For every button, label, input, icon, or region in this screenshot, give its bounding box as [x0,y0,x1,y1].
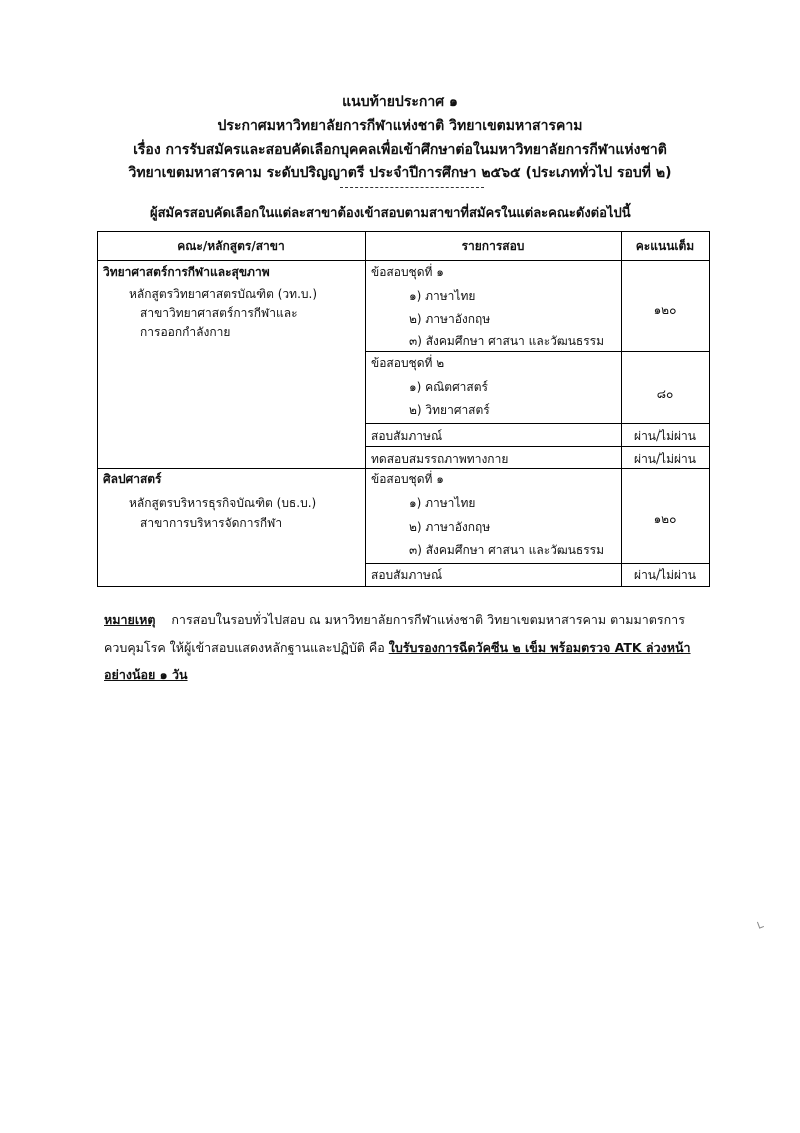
exam-subject: ๓) สังคมศึกษา ศาสนา และวัฒนธรรม [409,543,605,557]
table-border-top [97,231,710,232]
note-label: หมายเหตุ [104,612,156,627]
fitness-test-item: ทดสอบสมรรถภาพทางกาย [371,452,509,466]
dashed-divider [340,187,484,188]
row-divider [365,563,710,564]
exam-set-title: ข้อสอบชุดที่ ๑ [371,265,444,279]
score-value: ผ่าน/ไม่ผ่าน [634,429,696,443]
table-col-divider-1 [365,231,366,587]
exam-subject: ๑) คณิตศาสตร์ [409,380,488,394]
exam-set-title: ข้อสอบชุดที่ ๒ [371,356,445,370]
announcement-campus-year: วิทยาเขตมหาสารคาม ระดับปริญญาตรี ประจำปีการศึกษา ๒๕๖๕ (ประเภททั่วไป รอบที่ ๒) [128,165,672,181]
exam-set-title: ข้อสอบชุดที่ ๑ [371,472,444,486]
note-emphasis: ใบรับรองการฉีดวัคซีน ๒ เข็ม พร้อมตรวจ ATK ล่วงหน้า [388,640,691,655]
score-value: ๑๒๐ [653,303,677,317]
stray-pen-mark [757,920,764,928]
note-emphasis: อย่างน้อย ๑ วัน [104,667,188,682]
table-border-left [97,231,98,587]
announcement-title: ประกาศมหาวิทยาลัยการกีฬาแห่งชาติ วิทยาเขตมหาสารคาม [217,118,583,134]
note-line-1 [104,610,724,630]
row-divider [365,446,710,447]
note-line-3 [104,665,724,685]
table-col-divider-2 [621,231,622,587]
instruction-text: ผู้สมัครสอบคัดเลือกในแต่ละสาขาต้องเข้าสอบตามสาขาที่สมัครในแต่ละคณะดังต่อไปนี้ [150,206,631,221]
interview-item: สอบสัมภาษณ์ [371,568,443,582]
exam-subject: ๒) วิทยาศาสตร์ [409,403,490,417]
program-name: หลักสูตรวิทยาศาสตรบัณฑิต (วท.บ.) [129,287,318,301]
table-border-bottom [97,586,710,587]
exam-subject: ๓) สังคมศึกษา ศาสนา และวัฒนธรรม [409,334,605,348]
faculty-name: ศิลปศาสตร์ [103,472,162,486]
note-text: การสอบในรอบทั่วไปสอบ ณ มหาวิทยาลัยการกีฬาแห่งชาติ วิทยาเขตมหาสารคาม ตามมาตรการ [171,612,685,627]
score-value: ผ่าน/ไม่ผ่าน [634,568,696,582]
table-header-divider [97,260,710,261]
faculty-name: วิทยาศาสตร์การกีฬาและสุขภาพ [103,265,270,279]
note-text: ควบคุมโรค ให้ผู้เข้าสอบแสดงหลักฐานและปฏิบัติ คือ [104,640,389,655]
header-full-score: คะแนนเต็ม [635,239,695,253]
table-border-right [709,231,710,587]
header-exam-items: รายการสอบ [461,239,525,253]
exam-subject: ๑) ภาษาไทย [409,496,476,510]
row-divider [365,423,710,424]
score-value: ๘๐ [656,387,674,401]
annex-title: แนบท้ายประกาศ ๑ [342,94,458,110]
note-line-2 [104,638,724,658]
major-name-continued: การออกกำลังกาย [140,325,231,339]
exam-table [97,231,710,587]
table-faculty-divider [97,468,710,469]
header-faculty: คณะ/หลักสูตร/สาขา [177,239,285,253]
exam-subject: ๒) ภาษาอังกฤษ [409,312,491,326]
exam-subject: ๒) ภาษาอังกฤษ [409,520,491,534]
score-value: ๑๒๐ [653,512,677,526]
program-name: หลักสูตรบริหารธุรกิจบัณฑิต (บธ.บ.) [129,496,317,510]
major-name: สาขาการบริหารจัดการกีฬา [140,516,283,530]
interview-item: สอบสัมภาษณ์ [371,429,443,443]
announcement-subject: เรื่อง การรับสมัครและสอบคัดเลือกบุคคลเพื่อเข้าศึกษาต่อในมหาวิทยาลัยการกีฬาแห่งชาติ [133,142,667,158]
row-divider [365,351,710,352]
major-name: สาขาวิทยาศาสตร์การกีฬาและ [140,306,298,320]
score-value: ผ่าน/ไม่ผ่าน [634,452,696,466]
exam-subject: ๑) ภาษาไทย [409,289,476,303]
